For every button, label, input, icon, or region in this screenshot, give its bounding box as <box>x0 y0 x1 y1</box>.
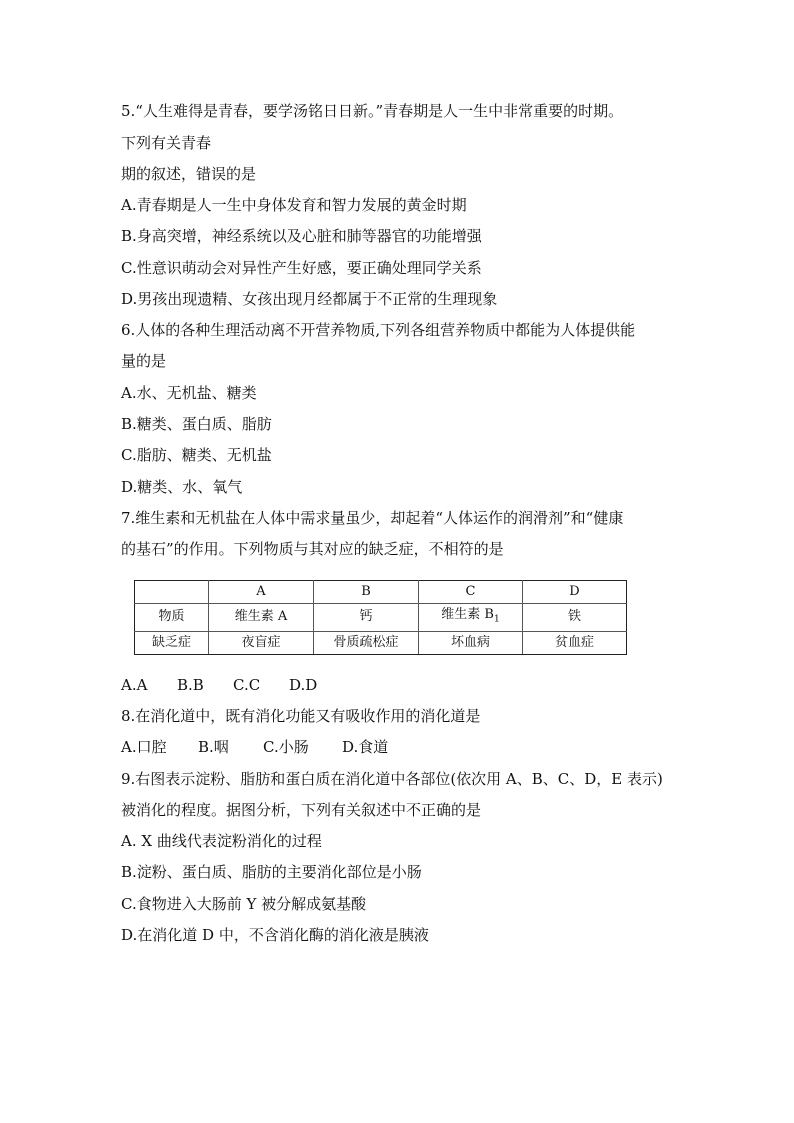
q5-option-c: C.性意识萌动会对异性产生好感，要正确处理同学关系 <box>121 259 482 277</box>
q7-stem-line2: 的基石”的作用。下列物质与其对应的缺乏症，不相符的是 <box>121 540 504 558</box>
table-cell <box>135 581 209 604</box>
q6-option-a: A.水、无机盐、糖类 <box>121 384 257 402</box>
q7-option-d: D.D <box>289 676 318 694</box>
table-cell <box>419 604 523 632</box>
q6-stem-line1: 6.人体的各种生理活动离不开营养物质,下列各组营养物质中都能为人体提供能 <box>121 321 636 339</box>
q5-option-a: A.青春期是人一生中身体发育和智力发展的黄金时期 <box>121 196 467 214</box>
q8-option-c: C.小肠 <box>263 738 309 756</box>
q8-options <box>121 737 388 757</box>
q9-stem-line1: 9.右图表示淀粉、脂肪和蛋白质在消化道中各部位(依次用 A、B、C、D，E 表示) <box>121 770 663 788</box>
q7-options <box>121 675 317 695</box>
q5-option-d: D.男孩出现遗精、女孩出现月经都属于不正常的生理现象 <box>121 290 498 308</box>
q8-option-b: B.咽 <box>198 738 229 756</box>
q7-option-a: A.A <box>121 676 148 694</box>
table-cell: 铁 <box>523 604 627 632</box>
table-header-d: D <box>523 581 627 604</box>
q5-stem-line2: 下列有关青春 <box>121 134 212 152</box>
q9-option-b: B.淀粉、蛋白质、脂肪的主要消化部位是小肠 <box>121 863 422 881</box>
row-label-substance: 物质 <box>135 604 209 632</box>
q7-option-b: B.B <box>177 676 204 694</box>
q5-stem-line1: 5.“人生难得是青春，要学汤铭日日新。”青春期是人一生中非常重要的时期。 <box>121 102 624 120</box>
q8-option-d: D.食道 <box>342 738 389 756</box>
q9-option-a: A. X 曲线代表淀粉消化的过程 <box>121 832 322 850</box>
q7-stem-line1: 7.维生素和无机盐在人体中需求量虽少，却起着“人体运作的润滑剂”和“健康 <box>121 509 624 527</box>
table-cell: 夜盲症 <box>209 631 314 654</box>
q9-option-c: C.食物进入大肠前 Y 被分解成氨基酸 <box>121 895 367 913</box>
q6-option-b: B.糖类、蛋白质、脂肪 <box>121 415 272 433</box>
table-cell: 钙 <box>314 604 419 632</box>
table-cell: 坏血病 <box>419 631 523 654</box>
q6-option-c: C.脂肪、糖类、无机盐 <box>121 446 272 464</box>
q5-option-b: B.身高突增，神经系统以及心脏和肺等器官的功能增强 <box>121 227 482 245</box>
q7-vitamin-table <box>134 580 627 655</box>
table-cell: 贫血症 <box>523 631 627 654</box>
q9-stem-line2: 被消化的程度。据图分析，下列有关叙述中不正确的是 <box>121 801 482 819</box>
row-label-deficiency: 缺乏症 <box>135 631 209 654</box>
table-row <box>135 604 627 632</box>
table-header-b: B <box>314 581 419 604</box>
q7-option-c: C.C <box>233 676 261 694</box>
table-header-a: A <box>209 581 314 604</box>
vitamin-b-text: 维生素 B <box>441 607 494 622</box>
q8-stem: 8.在消化道中，既有消化功能又有吸收作用的消化道是 <box>121 707 481 725</box>
q8-option-a: A.口腔 <box>121 738 167 756</box>
q5-stem-line3: 期的叙述，错误的是 <box>121 165 257 183</box>
table-header-c: C <box>419 581 523 604</box>
q9-option-d: D.在消化道 D 中，不含消化酶的消化液是胰液 <box>121 926 429 944</box>
table-row <box>135 631 627 654</box>
q6-stem-line2: 量的是 <box>121 352 167 370</box>
vitamin-b-subscript: 1 <box>493 614 500 625</box>
table-cell: 骨质疏松症 <box>314 631 419 654</box>
table-row <box>135 581 627 604</box>
q6-option-d: D.糖类、水、氧气 <box>121 478 243 496</box>
table-cell: 维生素 A <box>209 604 314 632</box>
